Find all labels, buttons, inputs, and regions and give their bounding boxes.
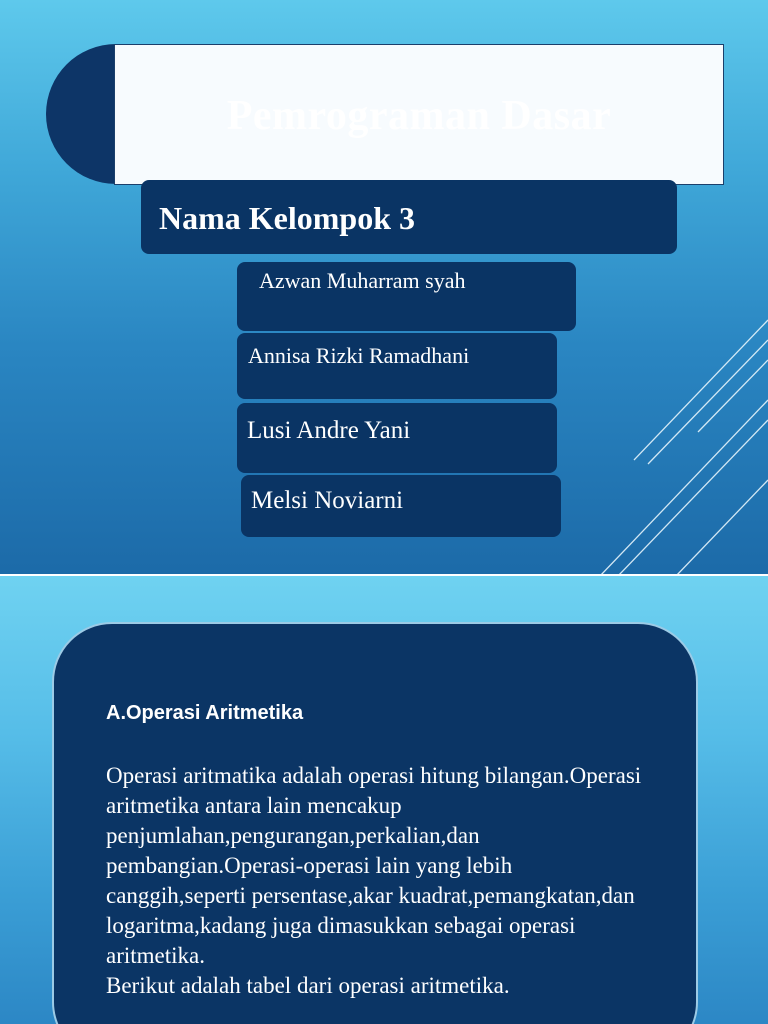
member-name: Lusi Andre Yani (237, 403, 557, 473)
section-paragraph-2: Berikut adalah tabel dari operasi aritmetika. (106, 973, 510, 998)
content-box (52, 622, 698, 1024)
slide-title: Pemrograman Dasar (226, 93, 612, 139)
section-paragraph: Operasi aritmatika adalah operasi hitung bilangan.Operasi aritmetika antara lain mencakup penjumlahan,pengurangan,perkalian,dan pembangian.Operasi-operasi lain yang lebih canggih,seperti persentase,akar kuadrat,pemangkatan,dan logaritma,kadang juga dimasukkan sebagai operasi aritmetika. (106, 763, 642, 968)
section-heading: A.Operasi Aritmetika (106, 702, 304, 724)
member-name: Azwan Muharram syah (237, 262, 576, 331)
decorative-lines (548, 300, 768, 576)
member-name: Annisa Rizki Ramadhani (237, 333, 557, 399)
member-name: Melsi Noviarni (241, 475, 561, 537)
group-title: Nama Kelompok 3 (141, 180, 677, 254)
